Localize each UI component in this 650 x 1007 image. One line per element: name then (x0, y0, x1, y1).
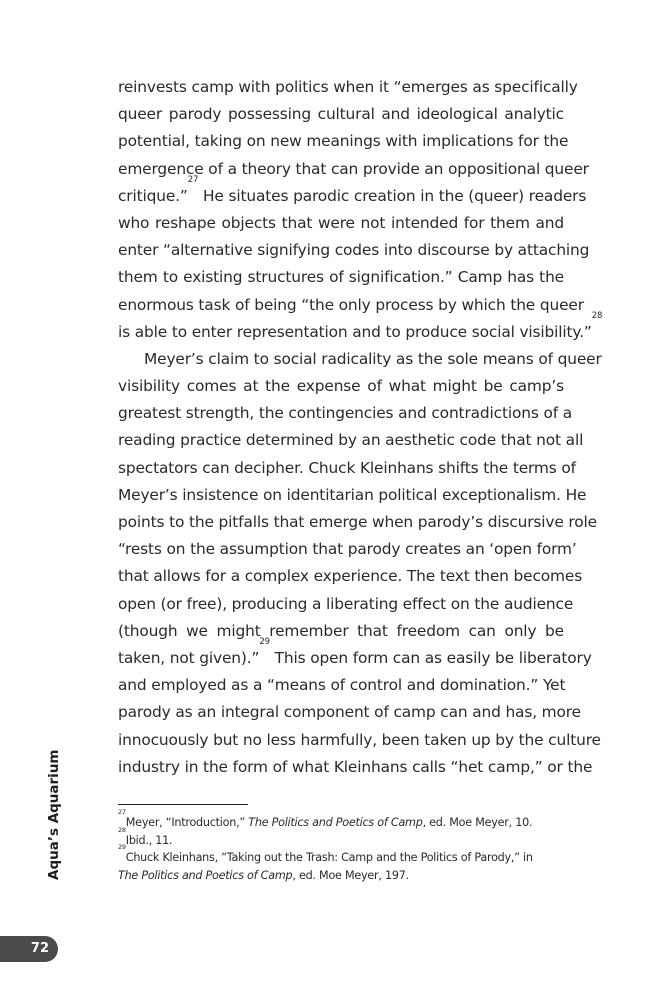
footnote-text: , ed. Moe Meyer, 10. (422, 816, 533, 829)
footnote-number: 28 (118, 825, 126, 834)
page-number-tab (0, 936, 58, 962)
footnote-book-title: The Politics and Poetics of Camp (118, 868, 293, 882)
body-text (118, 74, 603, 781)
text-line: parody as an integral component of camp can and has, more (118, 703, 581, 722)
text-line (118, 174, 587, 210)
text-run: He situates parodic creation in the (queer) readers (198, 186, 587, 205)
text-line (118, 636, 592, 672)
text-line: industry in the form of what Kleinhans calls “het camp,” or the (118, 757, 593, 776)
text-line: reading practice determined by an aesthetic code that not all (118, 431, 584, 450)
footnote-number: 27 (118, 808, 126, 816)
text-line: (though we might remember that freedom can only be (118, 621, 564, 640)
text-line: “rests on the assumption that parody creates an ‘open form’ (118, 540, 577, 559)
text-line: potential, taking on new meanings with implications for the (118, 132, 569, 151)
text-line: enter “alternative signifying codes into discourse by attaching (118, 241, 590, 260)
text-line: enormous task of being “the only process by which the queer (118, 295, 584, 314)
text-run: critique.” (118, 186, 188, 205)
running-title: Aqua’s Aquarium (46, 749, 62, 880)
text-line: spectators can decipher. Chuck Kleinhans shifts the terms of (118, 458, 576, 477)
footnote (118, 808, 568, 832)
text-line: greatest strength, the contingencies and contradictions of a (118, 404, 573, 423)
text-line: reinvests camp with politics when it “emerges as specifically (118, 78, 578, 96)
text-run: This open form can as easily be liberatory (269, 648, 592, 667)
footnote-divider (118, 804, 248, 805)
text-line: visibility comes at the expense of what might be camp’s (118, 377, 564, 396)
footnote-book-title: The Politics and Poetics of Camp (248, 816, 423, 829)
text-run: taken, not given).” (118, 648, 260, 667)
page-number: 72 (30, 941, 49, 956)
text-line: points to the pitfalls that emerge when parody’s discursive role (118, 513, 597, 531)
text-line: that allows for a complex experience. The text then becomes (118, 567, 583, 586)
footnote-text: Meyer, “Introduction,” (125, 816, 249, 829)
footnote-text: Chuck Kleinhans, “Taking out the Trash: Camp and the Politics of Parody,” in (125, 851, 533, 864)
text-line: innocuously but no less harmfully, been taken up by the culture (118, 730, 601, 749)
footnote (118, 825, 568, 850)
text-line: them to existing structures of signification.” Camp has the (118, 268, 564, 287)
text-line: open (or free), producing a liberating effect on the audience (118, 594, 574, 613)
text-line (118, 310, 603, 346)
footnote-text: , ed. Moe Meyer, 197. (292, 868, 409, 882)
footnote-text: Ibid., 11. (125, 833, 173, 847)
text-line: and employed as a “means of control and domination.” Yet (118, 676, 566, 695)
footnote-continuation (118, 867, 568, 885)
footnote-ref[interactable]: 29 (259, 636, 270, 647)
footnote-number: 29 (118, 843, 126, 851)
footnote-ref[interactable]: 28 (591, 310, 603, 321)
footnotes (118, 808, 568, 884)
footnote (118, 843, 568, 867)
text-line: Meyer’s insistence on identitarian political exceptionalism. He (118, 485, 587, 504)
text-line: queer parody possessing cultural and ideological analytic (118, 105, 564, 124)
text-line: who reshape objects that were not intended for them and (118, 213, 564, 232)
footnote-ref[interactable]: 27 (187, 174, 199, 185)
text-line: emergence of a theory that can provide an oppositional queer (118, 159, 589, 178)
text-run: is able to enter representation and to produce social visibility.” (118, 322, 592, 341)
text-line: Meyer’s claim to social radicality as the sole means of queer (144, 349, 602, 368)
